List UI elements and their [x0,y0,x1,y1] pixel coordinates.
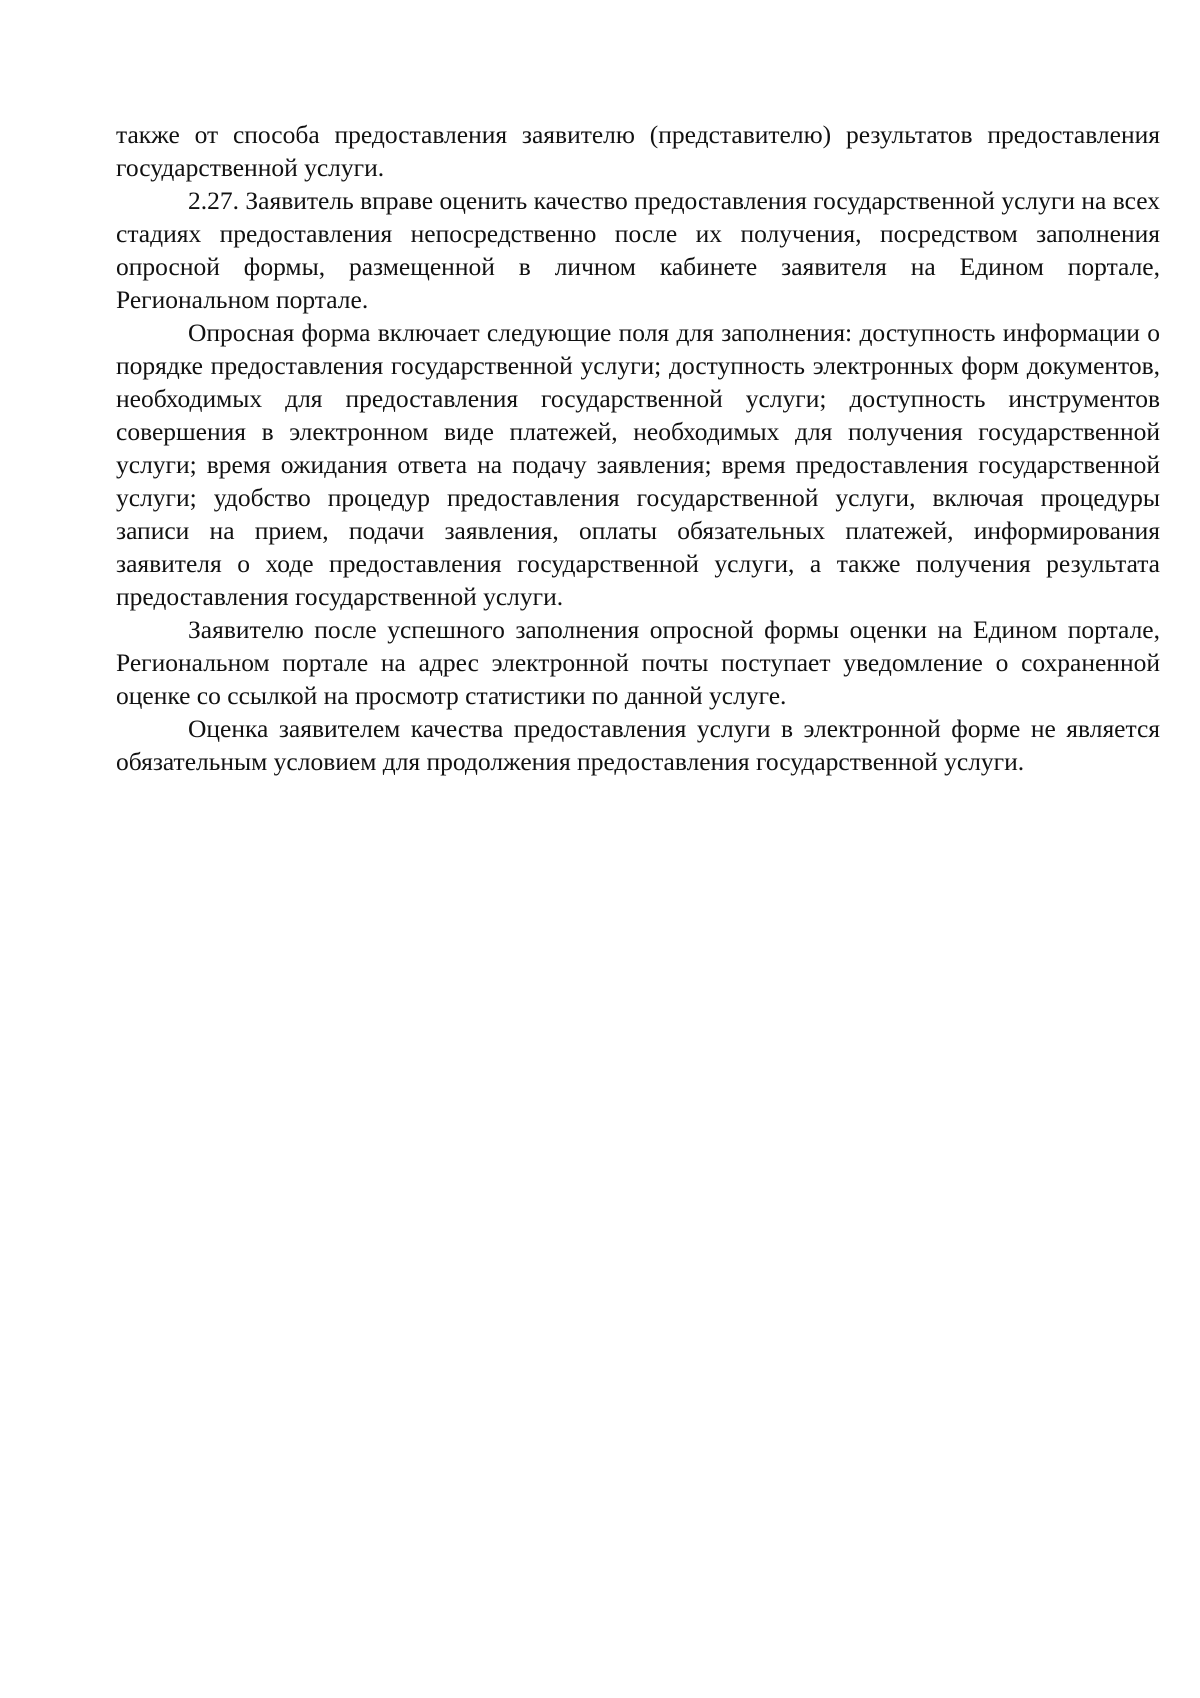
paragraph-survey-fields: Опросная форма включает следующие поля для заполнения: доступность информации о порядке предоставления государственной услуги; доступность электронных форм документов, необходимых для предоставления государственной услуги; доступность инструментов совершения в электронном виде платежей, необходимых для получения государственной услуги; время ожидания ответа на подачу заявления; время предоставления государственной услуги; удобство процедур предоставления государственной услуги, включая процедуры записи на прием, подачи заявления, оплаты обязательных платежей, информирования заявителя о ходе предоставления государственной услуги, а также получения результата предоставления государственной услуги. [116,318,1160,611]
document-body [116,118,1160,778]
paragraph-continuation: также от способа предоставления заявителю (представителю) результатов предоставления государственной услуги. [116,120,1160,182]
paragraph-2-27: 2.27. Заявитель вправе оценить качество предоставления государственной услуги на всех стадиях предоставления непосредственно после их получения, посредством заполнения опросной формы, размещенной в личном кабинете заявителя на Едином портале, Региональном портале. [116,186,1160,314]
paragraph-optional-evaluation: Оценка заявителем качества предоставления услуги в электронной форме не является обязательным условием для продолжения предоставления государственной услуги. [116,714,1160,776]
paragraph-notification: Заявителю после успешного заполнения опросной формы оценки на Едином портале, Региональном портале на адрес электронной почты поступает уведомление о сохраненной оценке со ссылкой на просмотр статистики по данной услуге. [116,615,1160,710]
